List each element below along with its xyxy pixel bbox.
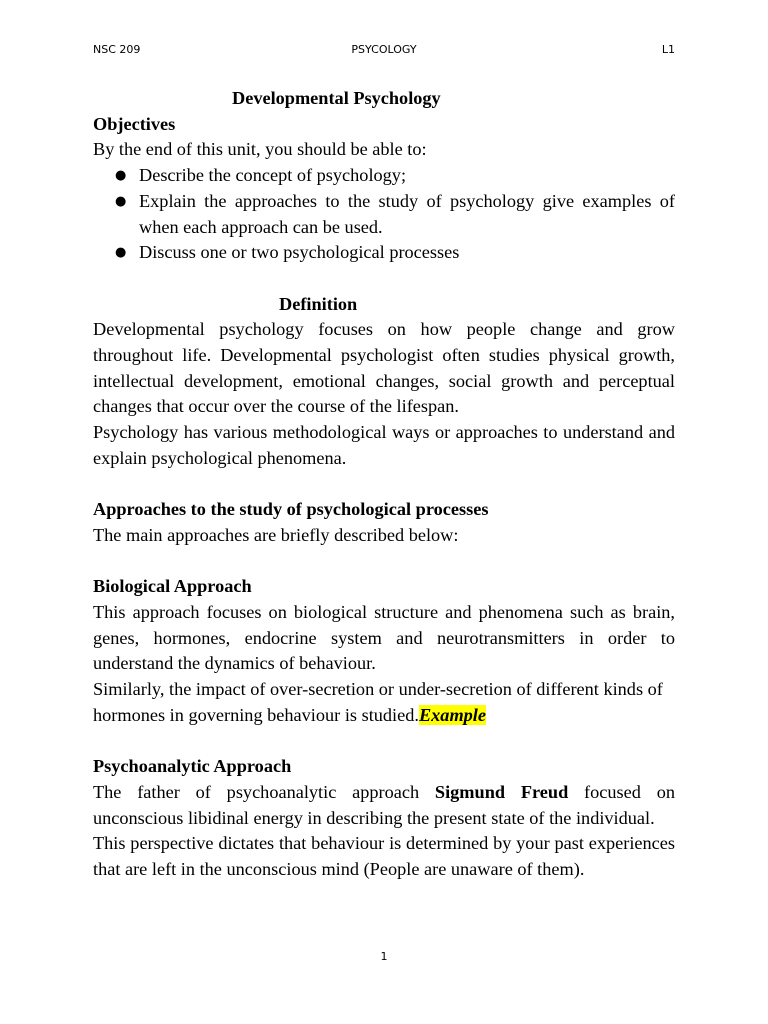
approaches-heading: Approaches to the study of psychological processes — [93, 499, 489, 520]
perspective-paragraph: This perspective dictates that behaviour is determined by your past experiences that are left in the unconscious mind (People are unaware of them). — [93, 833, 675, 880]
approaches-intro: The main approaches are briefly described below: — [93, 524, 459, 545]
bullet-icon: ● — [115, 193, 127, 209]
spacer — [93, 472, 675, 498]
freud-name: Sigmund Freud — [434, 781, 569, 802]
methods-paragraph: Psychology has various methodological ways or approaches to understand and explain psychological phenomena. — [93, 422, 675, 468]
biological-heading: Biological Approach — [93, 576, 252, 597]
spacer — [93, 549, 675, 575]
psychoanalytic-paragraph — [93, 780, 675, 831]
psychoanalytic-text-start: The father of psychoanalytic approach — [93, 781, 435, 802]
header-course-code: NSC 209 — [93, 43, 141, 56]
objective-item — [93, 240, 675, 266]
objective-text: Describe the concept of psychology; — [139, 165, 407, 186]
page-header — [93, 43, 675, 59]
header-subject: PSYCOLOGY — [351, 43, 417, 56]
definition-heading: Definition — [279, 293, 358, 314]
bullet-icon: ● — [115, 168, 127, 184]
objectives-heading: Objectives — [93, 113, 176, 134]
document-title: Developmental Psychology — [232, 88, 441, 108]
biological-paragraph: This approach focuses on biological structure and phenomena such as brain, genes, hormones, endocrine system and neurotransmitters in order to understand the dynamics of behaviour. — [93, 602, 675, 674]
page-number: 1 — [380, 950, 388, 963]
objective-item — [93, 189, 675, 240]
hormones-text: Similarly, the impact of over-secretion or under-secretion of different kinds of hormones in governing behaviour is studied. — [93, 679, 663, 725]
psychoanalytic-heading: Psychoanalytic Approach — [93, 756, 292, 777]
definition-paragraph: Developmental psychology focuses on how people change and grow throughout life. Developmental psychologist often studies physical growth, intellectual development, emotional changes, social growth and perceptual changes that occur over the course of the lifespan. — [93, 319, 675, 417]
header-lesson: L1 — [661, 43, 675, 56]
objectives-list — [93, 163, 675, 266]
objective-text: Discuss one or two psychological processes — [139, 242, 460, 263]
spacer — [93, 729, 675, 755]
objective-item — [93, 163, 675, 189]
document-body — [93, 86, 675, 883]
bullet-icon: ● — [115, 245, 127, 261]
psychoanalytic-text-end: focused on unconscious libidinal energy in describing the present state of the individual. — [93, 781, 675, 828]
objectives-intro: By the end of this unit, you should be able to: — [93, 139, 427, 160]
objective-text: Explain the approaches to the study of psychology give examples of when each approach can be used. — [139, 190, 675, 237]
spacer — [93, 266, 675, 292]
example-highlight: Example — [418, 704, 486, 725]
hormones-paragraph — [93, 677, 675, 728]
